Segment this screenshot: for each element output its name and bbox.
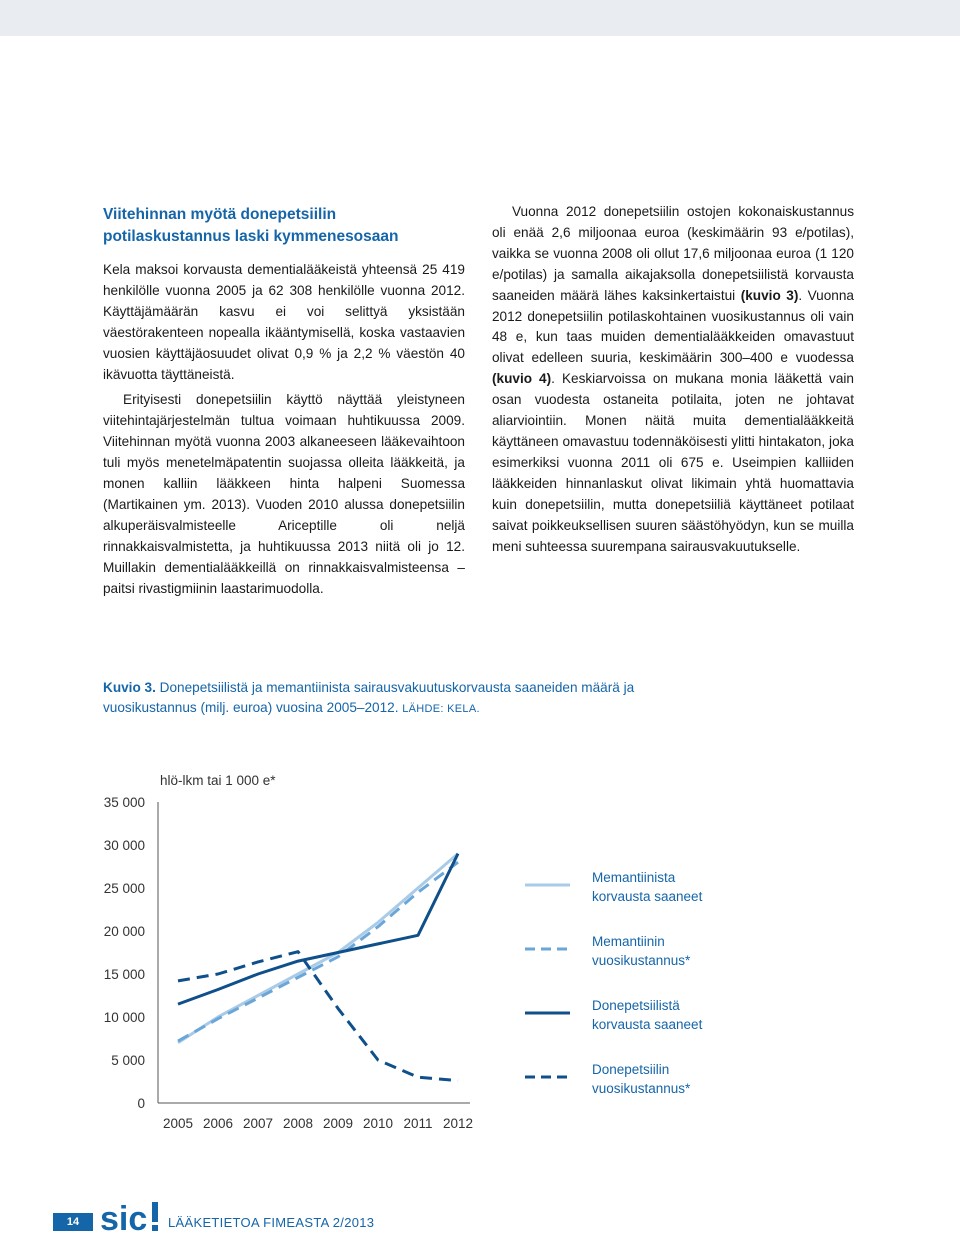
x-tick-label: 2009 (322, 1116, 354, 1131)
legend-label: Memantiinin (592, 934, 665, 949)
figure-source: LÄHDE: KELA. (402, 703, 480, 715)
legend-label: korvausta saaneet (592, 1017, 703, 1032)
figure-caption-text: Donepetsiilistä ja memantiinista sairausvakuutuskorvausta saaneiden määrä ja vuosikustannus (milj. euroa) vuosina 2005–2012. (103, 680, 635, 715)
y-tick-label: 30 000 (103, 838, 145, 853)
series-layer (178, 854, 458, 1081)
x-axis (163, 1116, 473, 1131)
legend-label: vuosikustannus* (592, 1081, 691, 1096)
x-tick-label: 2008 (282, 1116, 314, 1131)
text-run: . Keskiarvoissa on mukana monia lääkettä vain osan vuodesta ostaneita potilaita, joten ne johtavat aliarviointiin. Monen näitä muita dementialääkkeitä käyttäneen omavastuu todennäköisesti ylitti hintakaton, joka esimerkiksi vuonna 2011 oli 675 e. Useimpien kalliiden lääkkeiden hinnanlaskut olivat likimain yhtä huomattavia kuin donepetsiilin, mutta donepetsiiliä käyttäneet potilaat saivat poikkeuksellisen suuren säästöhyödyn, kun se muilla meni suhteessa suurempana sairausvakuutukselle. (492, 371, 854, 554)
y-tick-label: 35 000 (103, 795, 145, 810)
legend-label: Donepetsiilin (592, 1062, 670, 1077)
text-run: . Vuonna 2012 donepetsiilin potilaskohtainen vuosikustannus oli vain 48 e, kun taas muiden dementialääkkeiden omavastuut olivat edelleen suuria, keskimäärin 300–400 e vuodessa (492, 287, 854, 366)
legend-label: vuosikustannus* (592, 953, 691, 968)
y-tick-label: 10 000 (103, 1010, 145, 1025)
figure-ref-3: (kuvio 3) (740, 287, 799, 303)
legend-label: Memantiinista (592, 870, 676, 885)
x-tick-label: 2012 (442, 1116, 474, 1131)
text-run: Vuonna 2012 donepetsiilin ostojen kokonaiskustannus oli enää 2,6 miljoonaa euroa (keskimäärin 93 e/potilas), vaikka se vuonna 2008 oli ollut 17,6 miljoonaa euroa (1 120 e/potilas) ja samalla aikajaksolla donepetsiilistä korvausta saaneiden määrä lähes kaksinkertaistui (492, 204, 854, 303)
page-number: 14 (53, 1213, 93, 1231)
section-heading (103, 204, 465, 248)
paragraph-2: Erityisesti donepetsiilin käyttö näyttää yleistyneen viitehintajärjestelmän tultua voimaan huhtikuussa 2009. Viitehinnan myötä vuonna 2003 alkaneeseen lääkevaihtoon tuli myös menetelmäpatentin suojassa olleita lääkkeitä, ja monen kalliin lääkkeen hinta halpeni Suomessa (Martikainen ym. 2013). Vuoden 2010 alussa donepetsiilin alkuperäisvalmisteelle Ariceptille oli neljä rinnakkaisvalmistetta, ja huhtikuussa 2013 niitä oli jo 12. Muillakin dementialääkkeillä on rinnakkaisvalmisteensa – paitsi rivastigmiinin laastarimuodolla. (103, 392, 465, 596)
y-tick-label: 0 (137, 1096, 145, 1111)
chart-title: hlö-lkm tai 1 000 e* (160, 773, 276, 788)
heading-line-2: potilaskustannus laski kymmenesosaan (103, 228, 399, 245)
y-tick-label: 15 000 (103, 967, 145, 982)
y-tick-label: 5 000 (111, 1053, 145, 1068)
heading-line-1: Viitehinnan myötä donepetsiilin (103, 206, 337, 223)
y-axis (104, 795, 145, 1111)
x-tick-label: 2011 (403, 1116, 433, 1131)
x-tick-label: 2006 (202, 1116, 234, 1131)
legend-label: Donepetsiilistä (592, 998, 680, 1013)
x-tick-label: 2010 (362, 1116, 394, 1131)
figure-label: Kuvio 3. (103, 680, 156, 695)
figure-caption (103, 678, 663, 719)
legend (525, 870, 703, 1096)
paragraph-1: Kela maksoi korvausta dementialääkeistä yhteensä 25 419 henkilölle vuonna 2005 ja 62 308 henkilölle vuonna 2012. Käyttäjämäärän kasvu ei voi selittyä yksistään väestörakenteen nopealla ikääntymisellä, koska vastaavien vuosien käyttäjäosuudet olivat 0,9 % ja 2,2 % väestön 40 ikävuotta täyttäneistä. (103, 262, 465, 382)
legend-label: korvausta saaneet (592, 889, 703, 904)
svg-text:sic: sic (100, 1200, 148, 1236)
sic-logo (100, 1196, 162, 1236)
x-tick-label: 2005 (162, 1116, 194, 1131)
publication-name: LÄÄKETIETOA FIMEASTA 2/2013 (168, 1215, 375, 1230)
series-line-1 (178, 854, 458, 1043)
y-tick-label: 20 000 (103, 924, 145, 939)
y-tick-label: 25 000 (103, 881, 145, 896)
line-chart (90, 760, 730, 1140)
right-column (492, 202, 854, 557)
figure-ref-4: (kuvio 4) (492, 371, 552, 387)
left-column (103, 204, 465, 600)
x-tick-label: 2007 (242, 1116, 274, 1131)
top-band (0, 0, 960, 36)
paragraph-right (492, 202, 854, 557)
